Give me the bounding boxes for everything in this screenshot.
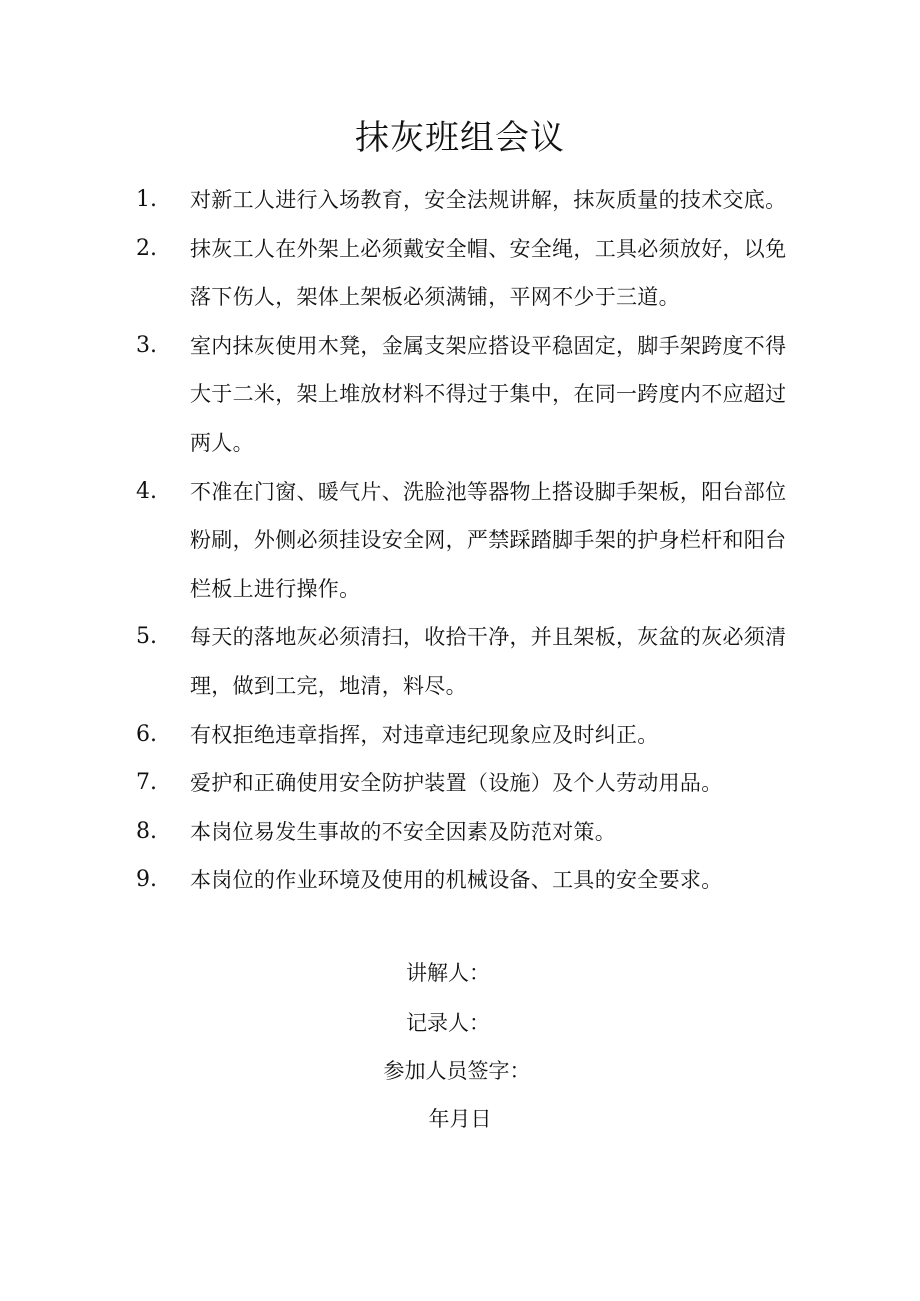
list-item <box>0 176 920 225</box>
item-text: 不准在门窗、暖气片、洗脸池等器物上搭设脚手架板，阳台部位粉刷，外侧必须挂设安全网，严禁踩踏脚手架的护身栏杆和阳台栏板上进行操作。 <box>190 479 787 601</box>
item-number: 6. <box>136 721 157 747</box>
item-text: 对新工人进行入场教育，安全法规讲解，抹灰质量的技术交底。 <box>190 188 787 212</box>
item-number: 5. <box>136 624 157 650</box>
item-text: 本岗位的作业环境及使用的机械设备、工具的安全要求。 <box>190 868 723 893</box>
item-number: 4. <box>136 478 157 504</box>
list-item <box>0 808 920 857</box>
item-number: 9. <box>136 867 157 893</box>
list-item <box>0 322 920 468</box>
item-text: 本岗位易发生事故的不安全因素及防范对策。 <box>190 819 616 844</box>
item-text: 每天的落地灰必须清扫，收拾干净，并且架板，灰盆的灰必须清理，做到工完，地清，料尽。 <box>190 625 787 698</box>
item-number: 2. <box>136 235 157 261</box>
recorder-signature-line: 记录人： <box>406 1011 490 1035</box>
attendees-signature-line: 参加人员签字： <box>383 1059 531 1083</box>
document-title: 抹灰班组会议 <box>355 118 565 158</box>
list-item <box>0 468 920 614</box>
item-number: 3. <box>136 332 157 358</box>
rules-list <box>0 176 920 905</box>
list-item <box>0 613 920 710</box>
item-number: 8. <box>136 818 157 844</box>
item-text: 抹灰工人在外架上必须戴安全帽、安全绳，工具必须放好，以免落下伤人，架体上架板必须满铺，平网不少于三道。 <box>190 236 787 310</box>
list-item <box>0 225 920 322</box>
item-text: 爱护和正确使用安全防护装置（设施）及个人劳动用品。 <box>190 771 723 796</box>
item-number: 1. <box>136 187 157 212</box>
list-item <box>0 711 920 760</box>
item-text: 有权拒绝违章指挥，对违章违纪现象应及时纠正。 <box>190 722 659 747</box>
list-item <box>0 759 920 808</box>
list-item <box>0 856 920 905</box>
item-text: 室内抹灰使用木凳，金属支架应搭设平稳固定，脚手架跨度不得大于二米，架上堆放材料不得过于集中，在同一跨度内不应超过两人。 <box>190 333 787 455</box>
item-number: 7. <box>136 770 157 796</box>
speaker-signature-line: 讲解人： <box>406 961 490 985</box>
date-line: 年月日 <box>428 1107 492 1131</box>
